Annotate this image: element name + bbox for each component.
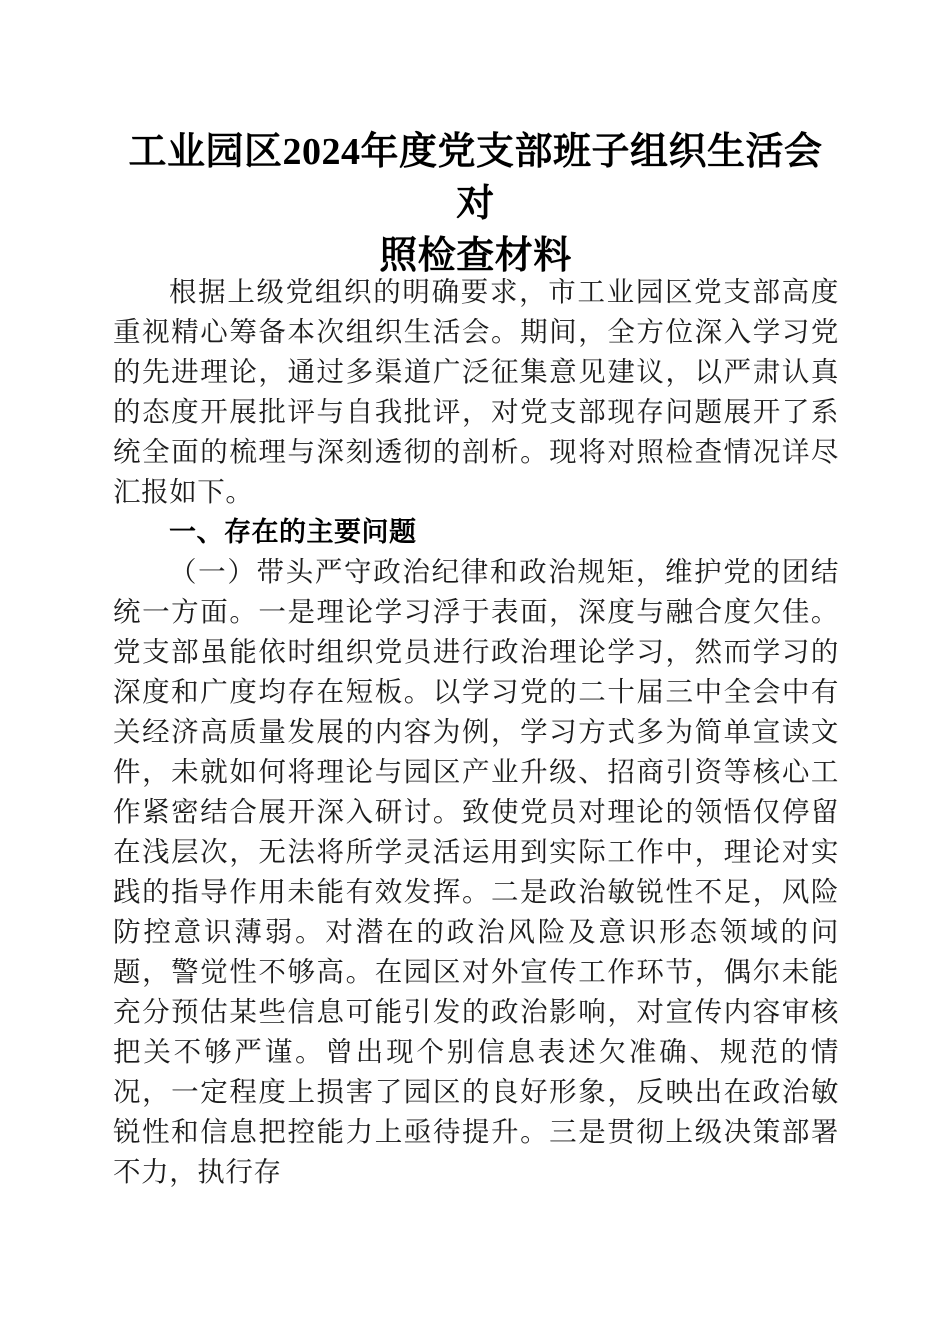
subsection-paragraph-political-discipline: （一）带头严守政治纪律和政治规矩，维护党的团结统一方面。一是理论学习浮于表面，深度与融合度欠佳。党支部虽能依时组织党员进行政治理论学习，然而学习的深度和广度均存在短板。以学习党的二十届三中全会中有关经济高质量发展的内容为例，学习方式多为简单宣读文件，未就如何将理论与园区产业升级、招商引资等核心工作紧密结合展开深入研讨。致使党员对理论的领悟仅停留在浅层次，无法将所学灵活运用到实际工作中，理论对实践的指导作用未能有效发挥。二是政治敏锐性不足，风险防控意识薄弱。对潜在的政治风险及意识形态领域的问题，警觉性不够高。在园区对外宣传工作环节，偶尔未能充分预估某些信息可能引发的政治影响，对宣传内容审核把关不够严谨。曾出现个别信息表述欠准确、规范的情况，一定程度上损害了园区的良好形象，反映出在政治敏锐性和信息把控能力上亟待提升。三是贯彻上级决策部署不力，执行存 [113,556,839,1187]
intro-paragraph: 根据上级党组织的明确要求，市工业园区党支部高度重视精心筹备本次组织生活会。期间，全方位深入学习党的先进理论，通过多渠道广泛征集意见建议，以严肃认真的态度开展批评与自我批评，对党支部现存问题展开了系统全面的梳理与深刻透彻的剖析。现将对照检查情况详尽汇报如下。 [113,276,839,507]
document-body [113,272,839,1192]
page-title-line-1: 工业园区2024年度党支部班子组织生活会对 [128,131,823,225]
page-title [113,126,838,282]
section-heading-main-problems: 一、存在的主要问题 [169,517,417,547]
page-title-line-2: 照检查材料 [379,235,572,277]
